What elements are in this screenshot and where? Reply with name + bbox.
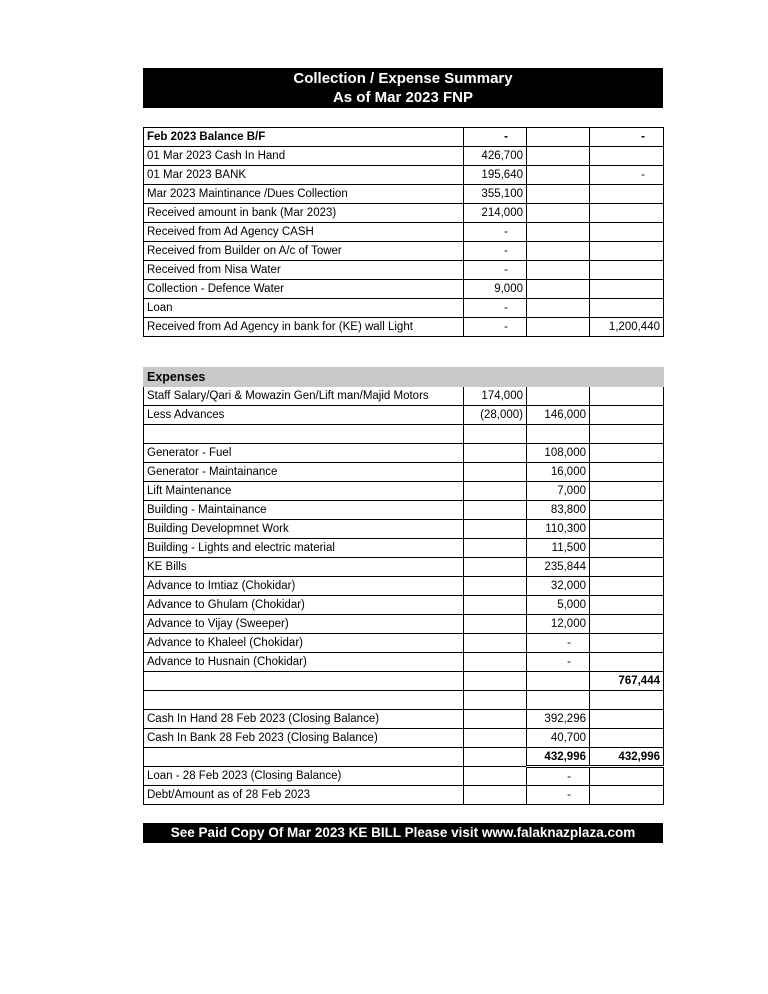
collection-table <box>143 127 664 337</box>
row-amount <box>464 691 527 710</box>
row-amount <box>590 729 664 748</box>
row-amount <box>527 185 590 204</box>
row-label: Advance to Khaleel (Chokidar) <box>144 634 464 653</box>
row-amount <box>590 406 664 425</box>
row-amount <box>527 147 590 166</box>
row-label: Building - Maintainance <box>144 501 464 520</box>
row-amount <box>590 558 664 577</box>
row-label: KE Bills <box>144 558 464 577</box>
row-amount <box>590 299 664 318</box>
row-amount <box>464 634 527 653</box>
footer-banner: See Paid Copy Of Mar 2023 KE BILL Please visit www.falaknazplaza.com <box>143 823 663 843</box>
table-row <box>144 729 664 748</box>
table-row <box>144 767 664 786</box>
row-amount <box>527 242 590 261</box>
row-label: Received from Builder on A/c of Tower <box>144 242 464 261</box>
row-amount: - <box>464 128 527 147</box>
table-row <box>144 482 664 501</box>
row-amount: - <box>527 786 590 805</box>
row-label: Feb 2023 Balance B/F <box>144 128 464 147</box>
table-row <box>144 710 664 729</box>
row-amount <box>527 204 590 223</box>
table-row <box>144 596 664 615</box>
row-label: Loan <box>144 299 464 318</box>
row-amount <box>527 166 590 185</box>
row-amount: 83,800 <box>527 501 590 520</box>
row-amount <box>527 299 590 318</box>
row-amount: - <box>590 128 664 147</box>
row-amount: 146,000 <box>527 406 590 425</box>
table-row <box>144 318 664 337</box>
table-row <box>144 444 664 463</box>
table-row <box>144 672 664 691</box>
row-amount: - <box>464 261 527 280</box>
row-amount <box>590 539 664 558</box>
row-amount: 5,000 <box>527 596 590 615</box>
row-amount <box>464 786 527 805</box>
row-amount <box>590 223 664 242</box>
row-amount <box>464 672 527 691</box>
row-amount <box>590 242 664 261</box>
row-amount <box>464 615 527 634</box>
row-amount <box>464 444 527 463</box>
row-amount <box>590 596 664 615</box>
row-amount <box>590 482 664 501</box>
row-amount <box>590 387 664 406</box>
row-amount <box>590 767 664 786</box>
row-amount <box>590 463 664 482</box>
row-amount <box>527 223 590 242</box>
table-row <box>144 299 664 318</box>
row-amount <box>527 672 590 691</box>
table-row <box>144 223 664 242</box>
row-amount <box>527 387 590 406</box>
row-amount <box>590 444 664 463</box>
row-amount: 110,300 <box>527 520 590 539</box>
row-amount <box>464 558 527 577</box>
table-row <box>144 242 664 261</box>
table-row <box>144 280 664 299</box>
row-label: Advance to Ghulam (Chokidar) <box>144 596 464 615</box>
row-amount: 12,000 <box>527 615 590 634</box>
row-amount <box>590 261 664 280</box>
row-amount <box>590 147 664 166</box>
row-label: Collection - Defence Water <box>144 280 464 299</box>
row-label: Received from Nisa Water <box>144 261 464 280</box>
row-amount <box>527 691 590 710</box>
row-label: Loan - 28 Feb 2023 (Closing Balance) <box>144 767 464 786</box>
row-amount <box>464 577 527 596</box>
row-amount: - <box>590 166 664 185</box>
table-row <box>144 406 664 425</box>
row-amount: 174,000 <box>464 387 527 406</box>
row-amount: 355,100 <box>464 185 527 204</box>
row-amount <box>464 501 527 520</box>
row-label <box>144 672 464 691</box>
row-label <box>144 691 464 710</box>
row-amount <box>464 539 527 558</box>
table-row <box>144 261 664 280</box>
table-row <box>144 577 664 596</box>
table-row <box>144 147 664 166</box>
row-amount <box>590 634 664 653</box>
row-label: Received from Ad Agency CASH <box>144 223 464 242</box>
expenses-heading-row <box>144 368 664 387</box>
row-amount <box>464 425 527 444</box>
row-amount <box>464 710 527 729</box>
table-row <box>144 425 664 444</box>
row-amount: - <box>527 767 590 786</box>
table-row <box>144 653 664 672</box>
row-label <box>144 425 464 444</box>
row-amount: 108,000 <box>527 444 590 463</box>
table-row <box>144 634 664 653</box>
table-row <box>144 501 664 520</box>
report-subtitle: As of Mar 2023 FNP <box>332 89 474 106</box>
row-amount <box>464 767 527 786</box>
row-amount <box>527 425 590 444</box>
row-amount <box>527 261 590 280</box>
row-label: Generator - Maintainance <box>144 463 464 482</box>
row-amount: 767,444 <box>590 672 664 691</box>
row-amount: 426,700 <box>464 147 527 166</box>
row-amount: - <box>464 299 527 318</box>
table-row <box>144 128 664 147</box>
row-label <box>144 748 464 767</box>
row-amount: 392,296 <box>527 710 590 729</box>
row-label: Building Developmnet Work <box>144 520 464 539</box>
row-amount <box>464 748 527 767</box>
table-row <box>144 786 664 805</box>
expenses-table <box>143 367 664 805</box>
row-amount <box>590 653 664 672</box>
report-title: Collection / Expense Summary <box>293 70 513 87</box>
row-amount <box>590 691 664 710</box>
row-label: Generator - Fuel <box>144 444 464 463</box>
row-label: Mar 2023 Maintinance /Dues Collection <box>144 185 464 204</box>
table-row <box>144 691 664 710</box>
row-amount: 432,996 <box>590 748 664 767</box>
row-amount: - <box>464 223 527 242</box>
row-label: Debt/Amount as of 28 Feb 2023 <box>144 786 464 805</box>
table-row <box>144 387 664 406</box>
row-label: Less Advances <box>144 406 464 425</box>
row-amount: 32,000 <box>527 577 590 596</box>
row-amount: 9,000 <box>464 280 527 299</box>
row-label: 01 Mar 2023 BANK <box>144 166 464 185</box>
row-label: Cash In Bank 28 Feb 2023 (Closing Balance) <box>144 729 464 748</box>
table-row <box>144 520 664 539</box>
row-amount <box>590 710 664 729</box>
row-amount <box>590 280 664 299</box>
table-row <box>144 204 664 223</box>
row-amount <box>590 185 664 204</box>
row-label: Cash In Hand 28 Feb 2023 (Closing Balance) <box>144 710 464 729</box>
row-label: Received amount in bank (Mar 2023) <box>144 204 464 223</box>
row-label: Received from Ad Agency in bank for (KE) wall Light <box>144 318 464 337</box>
table-row <box>144 615 664 634</box>
row-amount <box>590 204 664 223</box>
row-amount <box>590 577 664 596</box>
row-label: Advance to Husnain (Chokidar) <box>144 653 464 672</box>
row-amount <box>464 520 527 539</box>
table-row <box>144 558 664 577</box>
row-amount <box>590 615 664 634</box>
row-amount <box>590 786 664 805</box>
row-amount: - <box>527 634 590 653</box>
row-amount: - <box>464 318 527 337</box>
row-amount <box>590 501 664 520</box>
row-amount <box>527 318 590 337</box>
row-amount: (28,000) <box>464 406 527 425</box>
table-row <box>144 748 664 767</box>
row-amount: 1,200,440 <box>590 318 664 337</box>
row-label: Staff Salary/Qari & Mowazin Gen/Lift man/Majid Motors <box>144 387 464 406</box>
row-amount <box>590 425 664 444</box>
table-row <box>144 185 664 204</box>
row-label: Advance to Imtiaz (Chokidar) <box>144 577 464 596</box>
row-amount: 214,000 <box>464 204 527 223</box>
row-amount: 40,700 <box>527 729 590 748</box>
table-row <box>144 539 664 558</box>
row-label: Building - Lights and electric material <box>144 539 464 558</box>
row-amount <box>527 280 590 299</box>
row-amount: 195,640 <box>464 166 527 185</box>
table-row <box>144 166 664 185</box>
row-amount: - <box>527 653 590 672</box>
row-amount: 432,996 <box>527 748 590 767</box>
row-amount <box>464 463 527 482</box>
row-amount: 7,000 <box>527 482 590 501</box>
expenses-heading: Expenses <box>144 368 664 387</box>
row-amount: - <box>464 242 527 261</box>
report-header <box>143 68 663 108</box>
row-amount <box>590 520 664 539</box>
row-amount <box>464 482 527 501</box>
row-label: Lift Maintenance <box>144 482 464 501</box>
row-amount: 16,000 <box>527 463 590 482</box>
row-amount <box>464 729 527 748</box>
row-amount <box>464 596 527 615</box>
row-amount <box>527 128 590 147</box>
row-amount: 235,844 <box>527 558 590 577</box>
row-label: Advance to Vijay (Sweeper) <box>144 615 464 634</box>
table-row <box>144 463 664 482</box>
row-amount <box>464 653 527 672</box>
row-amount: 11,500 <box>527 539 590 558</box>
row-label: 01 Mar 2023 Cash In Hand <box>144 147 464 166</box>
